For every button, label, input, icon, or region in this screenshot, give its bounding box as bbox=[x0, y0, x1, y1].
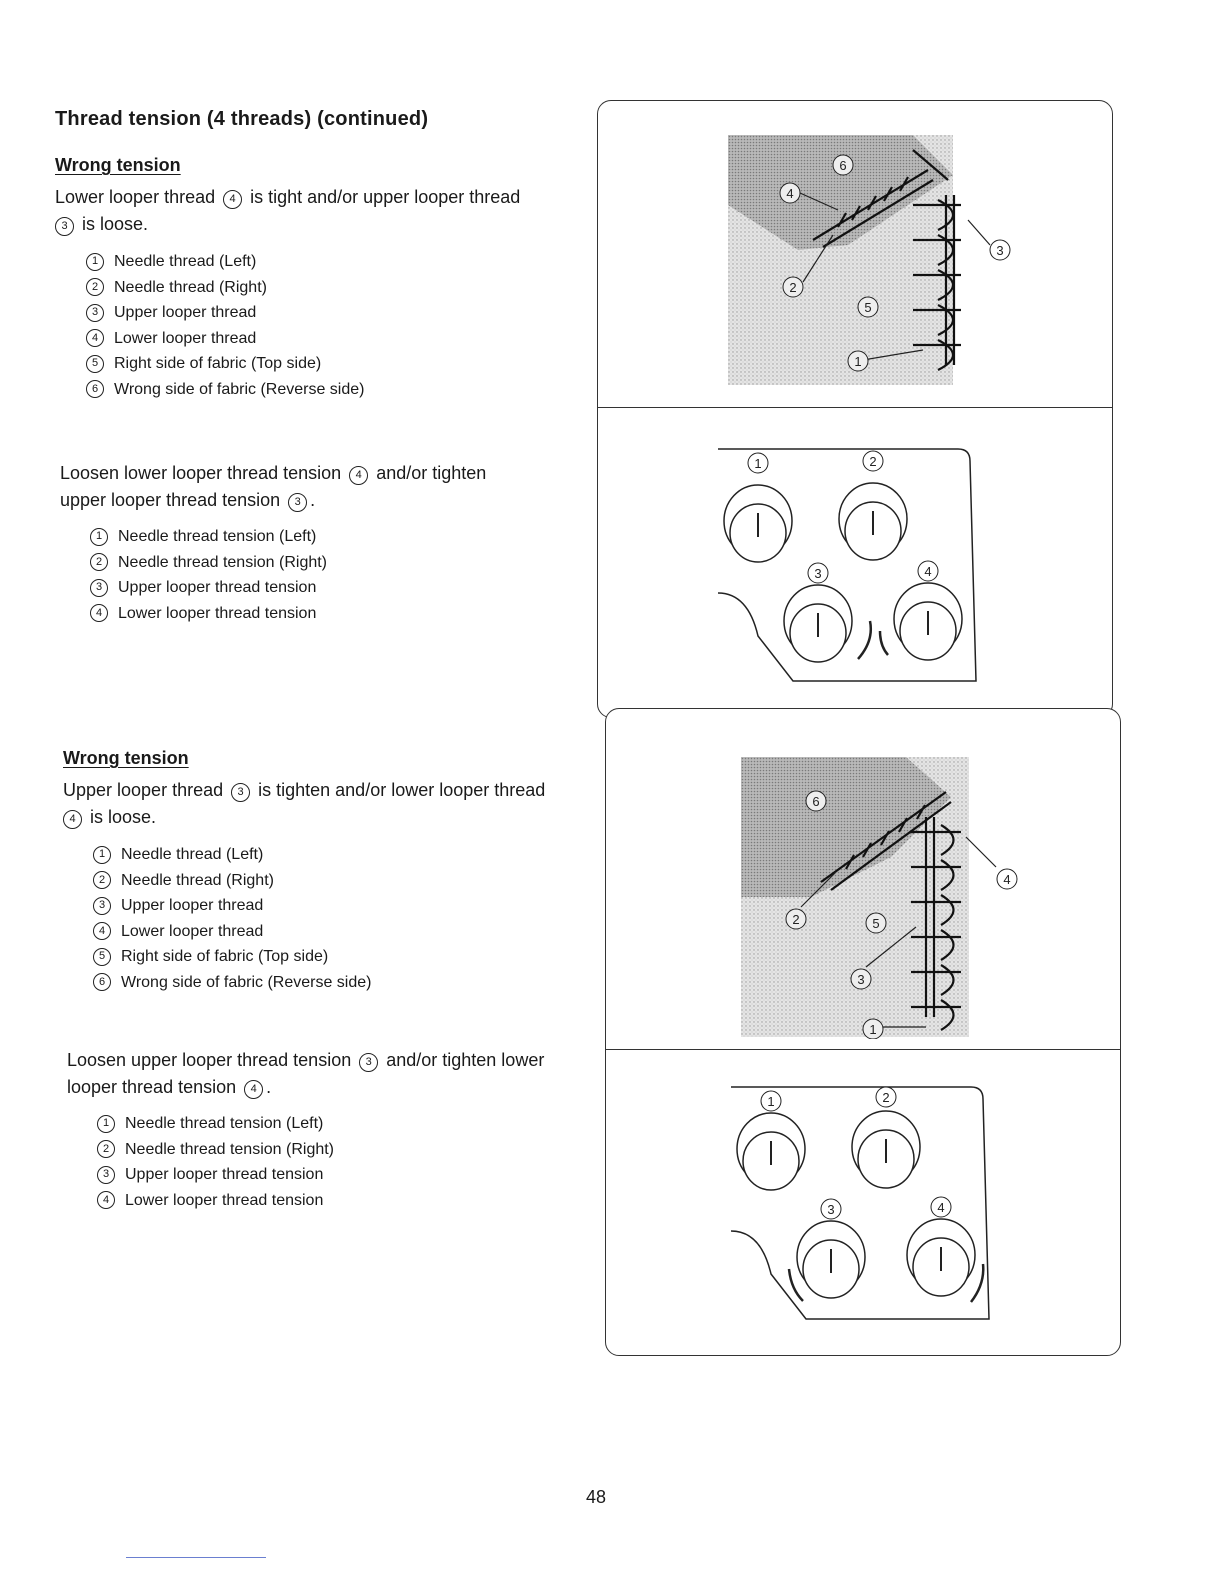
divider bbox=[606, 1049, 1120, 1050]
callout-2: 2 bbox=[789, 280, 797, 295]
section2-legend bbox=[93, 842, 371, 995]
callout-1: 1 bbox=[869, 1022, 877, 1037]
dial-label-2: 2 bbox=[882, 1090, 890, 1105]
list-item: 5 Right side of fabric (Top side) bbox=[93, 944, 371, 970]
section2-dial-legend bbox=[97, 1111, 334, 1213]
callout-4: 4 bbox=[786, 186, 794, 201]
list-item: 3 Upper looper thread tension bbox=[97, 1162, 334, 1188]
callout-6: 6 bbox=[812, 794, 820, 809]
dial-label-1: 1 bbox=[767, 1094, 775, 1109]
list-item: 6 Wrong side of fabric (Reverse side) bbox=[93, 970, 371, 996]
list-item: 2 Needle thread tension (Right) bbox=[90, 550, 327, 576]
callout-3: 3 bbox=[996, 243, 1004, 258]
section1-fix: Loosen lower looper thread tension 4 and/or tighten upper looper thread tension 3 . bbox=[60, 463, 487, 510]
dial-label-1: 1 bbox=[754, 456, 762, 471]
list-item: 2 Needle thread (Right) bbox=[86, 275, 364, 301]
list-item: 3 Upper looper thread bbox=[93, 893, 371, 919]
callout-1: 1 bbox=[854, 354, 862, 369]
callout-4: 4 bbox=[223, 190, 242, 209]
list-item: 3 Upper looper thread bbox=[86, 300, 364, 326]
callout-3: 3 bbox=[857, 972, 865, 987]
divider bbox=[598, 407, 1112, 408]
callout-3: 3 bbox=[55, 217, 74, 236]
list-item: 4 Lower looper thread bbox=[93, 919, 371, 945]
dial-label-3: 3 bbox=[827, 1202, 835, 1217]
tension-dials-illustration bbox=[731, 1079, 1001, 1329]
list-item: 1 Needle thread tension (Left) bbox=[97, 1111, 334, 1137]
stitch-illustration bbox=[741, 757, 1116, 1039]
divider bbox=[126, 1557, 266, 1558]
dial-label-4: 4 bbox=[924, 564, 932, 579]
callout-6: 6 bbox=[839, 158, 847, 173]
list-item: 1 Needle thread (Left) bbox=[86, 249, 364, 275]
callout-4: 4 bbox=[1003, 872, 1011, 887]
section2-description: Upper looper thread 3 is tighten and/or lower looper thread 4 is loose. bbox=[63, 780, 546, 827]
list-item: 1 Needle thread tension (Left) bbox=[90, 524, 327, 550]
callout-2: 2 bbox=[792, 912, 800, 927]
page-number: 48 bbox=[586, 1487, 607, 1507]
section2-heading: Wrong tension bbox=[63, 748, 189, 768]
list-item: 2 Needle thread (Right) bbox=[93, 868, 371, 894]
page-title: Thread tension (4 threads) (continued) bbox=[55, 108, 429, 130]
tension-dials-illustration bbox=[718, 441, 988, 691]
callout-5: 5 bbox=[872, 916, 880, 931]
figure-panel-1 bbox=[597, 100, 1113, 718]
list-item: 3 Upper looper thread tension bbox=[90, 575, 327, 601]
list-item: 2 Needle thread tension (Right) bbox=[97, 1137, 334, 1163]
list-item: 5 Right side of fabric (Top side) bbox=[86, 351, 364, 377]
dial-label-2: 2 bbox=[869, 454, 877, 469]
section1-legend bbox=[86, 249, 364, 402]
section2-fix: Loosen upper looper thread tension 3 and/or tighten lower looper thread tension 4 . bbox=[67, 1050, 545, 1097]
section1-heading: Wrong tension bbox=[55, 155, 181, 175]
stitch-illustration bbox=[728, 135, 1108, 387]
list-item: 4 Lower looper thread tension bbox=[90, 601, 327, 627]
dial-label-3: 3 bbox=[814, 566, 822, 581]
callout-5: 5 bbox=[864, 300, 872, 315]
list-item: 4 Lower looper thread tension bbox=[97, 1188, 334, 1214]
section1-dial-legend bbox=[90, 524, 327, 626]
figure-panel-2 bbox=[605, 708, 1121, 1356]
list-item: 1 Needle thread (Left) bbox=[93, 842, 371, 868]
list-item: 6 Wrong side of fabric (Reverse side) bbox=[86, 377, 364, 403]
list-item: 4 Lower looper thread bbox=[86, 326, 364, 352]
dial-label-4: 4 bbox=[937, 1200, 945, 1215]
section1-description: Lower looper thread 4 is tight and/or upper looper thread 3 is loose. bbox=[55, 187, 521, 234]
